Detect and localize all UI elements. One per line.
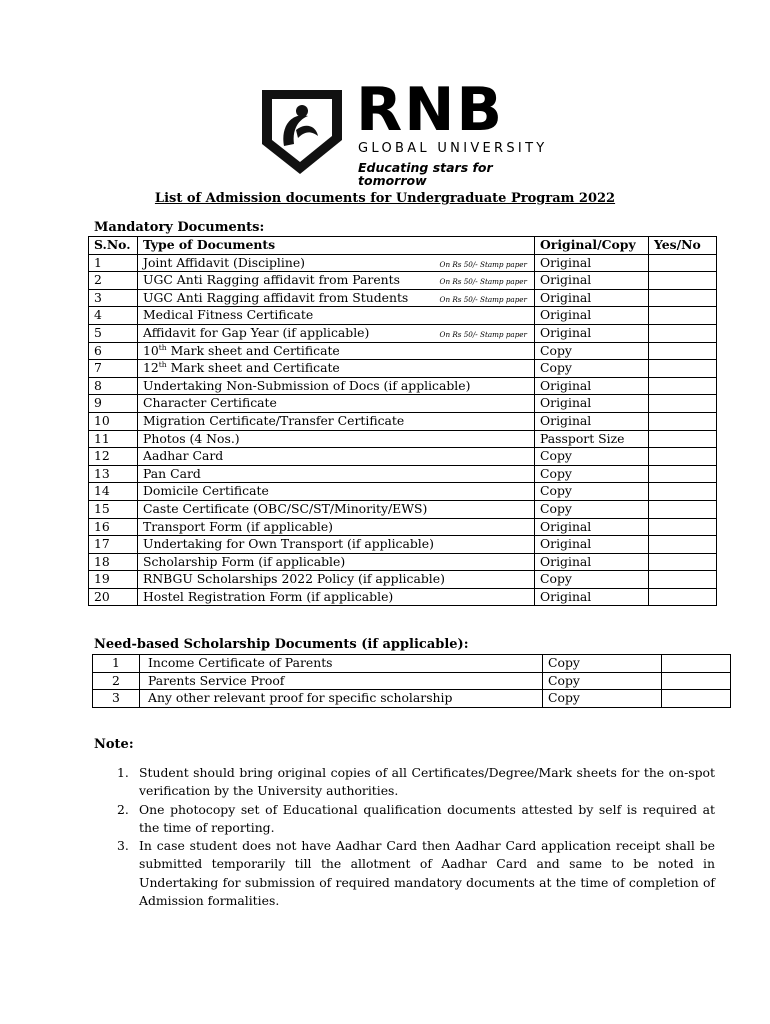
- table-row: [89, 571, 717, 589]
- yes-no-cell: [649, 571, 717, 589]
- original-copy-cell: Original: [535, 272, 649, 290]
- logo-subtitle: GLOBAL UNIVERSITY: [358, 141, 548, 156]
- note-text: In case student does not have Aadhar Card then Aadhar Card application receipt shall be submitted temporarily till the allotment of Aadhar Card and same to be noted in Undertaking for submission of required mandatory documents at the time of completion of Admission formalities.: [139, 838, 715, 909]
- yes-no-cell: [649, 448, 717, 466]
- document-cell: [138, 395, 535, 413]
- table-row: [89, 448, 717, 466]
- yes-no-cell: [649, 518, 717, 536]
- document-name: Hostel Registration Form (if applicable): [143, 588, 394, 604]
- document-cell: [138, 412, 535, 430]
- scholarship-table-body: [93, 655, 731, 708]
- original-copy-cell: Original: [535, 412, 649, 430]
- table-row: [89, 483, 717, 501]
- original-copy-cell: Copy: [535, 342, 649, 360]
- sno-cell: 16: [89, 518, 138, 536]
- sno-cell: 13: [89, 465, 138, 483]
- table-row: [89, 342, 717, 360]
- table-row: [93, 672, 731, 690]
- document-cell: [138, 588, 535, 606]
- yes-no-cell: [649, 342, 717, 360]
- note-text: One photocopy set of Educational qualification documents attested by self is required at the time of reporting.: [139, 801, 715, 835]
- header-original-copy: Original/Copy: [535, 237, 649, 255]
- document-cell: [138, 342, 535, 360]
- document-cell: Income Certificate of Parents: [140, 655, 543, 673]
- original-copy-cell: Original: [535, 536, 649, 554]
- table-row: [89, 324, 717, 342]
- table-row: [89, 395, 717, 413]
- document-name: Mark sheet and Certificate: [166, 360, 340, 376]
- table-row: [89, 360, 717, 378]
- table-row: [89, 430, 717, 448]
- sno-cell: 14: [89, 483, 138, 501]
- document-name: RNBGU Scholarships 2022 Policy (if applicable): [143, 571, 445, 587]
- sno-cell: 1: [93, 655, 140, 673]
- document-cell: Parents Service Proof: [140, 672, 543, 690]
- stamp-paper-note: On Rs 50/- Stamp paper: [439, 259, 527, 269]
- yes-no-cell: [649, 412, 717, 430]
- document-cell: [138, 536, 535, 554]
- document-superscript: th: [158, 342, 167, 352]
- original-copy-cell: Copy: [543, 655, 662, 673]
- sno-cell: 9: [89, 395, 138, 413]
- note-number: 1.: [117, 765, 129, 780]
- sno-cell: 19: [89, 571, 138, 589]
- original-copy-cell: Copy: [535, 448, 649, 466]
- original-copy-cell: Original: [535, 324, 649, 342]
- logo-tagline: Educating stars for tomorrow: [358, 160, 493, 188]
- sno-cell: 18: [89, 553, 138, 571]
- mandatory-heading: Mandatory Documents:: [94, 220, 265, 235]
- sno-cell: 2: [89, 272, 138, 290]
- table-row: [89, 500, 717, 518]
- yes-no-cell: [649, 360, 717, 378]
- yes-no-cell: [649, 465, 717, 483]
- header-yes-no: Yes/No: [649, 237, 717, 255]
- document-name: Mark sheet and Certificate: [166, 342, 340, 358]
- sno-cell: 6: [89, 342, 138, 360]
- sno-cell: 10: [89, 412, 138, 430]
- yes-no-cell: [662, 690, 731, 708]
- table-row: [93, 690, 731, 708]
- yes-no-cell: [649, 289, 717, 307]
- yes-no-cell: [649, 395, 717, 413]
- document-cell: [138, 324, 535, 342]
- note-number: 2.: [117, 801, 129, 817]
- document-cell: [138, 430, 535, 448]
- yes-no-cell: [662, 672, 731, 690]
- table-row: [89, 307, 717, 325]
- sno-cell: 20: [89, 588, 138, 606]
- original-copy-cell: Original: [535, 588, 649, 606]
- mandatory-documents-table: [88, 236, 717, 606]
- document-superscript: th: [158, 360, 167, 370]
- logo-name: RNB: [356, 75, 505, 145]
- original-copy-cell: Copy: [543, 690, 662, 708]
- table-row: [89, 465, 717, 483]
- yes-no-cell: [649, 430, 717, 448]
- document-cell: [138, 377, 535, 395]
- document-cell: [138, 272, 535, 290]
- sno-cell: 5: [89, 324, 138, 342]
- sno-cell: 2: [93, 672, 140, 690]
- document-cell: [138, 553, 535, 571]
- original-copy-cell: Passport Size: [535, 430, 649, 448]
- original-copy-cell: Original: [535, 307, 649, 325]
- document-name: Aadhar Card: [143, 448, 224, 464]
- original-copy-cell: Copy: [535, 360, 649, 378]
- original-copy-cell: Original: [535, 553, 649, 571]
- yes-no-cell: [649, 272, 717, 290]
- document-cell: [138, 289, 535, 307]
- original-copy-cell: Original: [535, 254, 649, 272]
- document-cell: [138, 518, 535, 536]
- yes-no-cell: [649, 588, 717, 606]
- document-cell: [138, 571, 535, 589]
- university-logo: [250, 75, 560, 188]
- table-row: [89, 536, 717, 554]
- note-item: [117, 764, 715, 801]
- scholarship-heading: Need-based Scholarship Documents (if applicable):: [94, 637, 469, 652]
- original-copy-cell: Original: [535, 518, 649, 536]
- scholarship-documents-table: [92, 654, 731, 708]
- document-prefix: 10: [143, 342, 159, 358]
- document-prefix: 12: [143, 360, 159, 376]
- document-name: Character Certificate: [143, 395, 277, 411]
- note-text: Student should bring original copies of all Certificates/Degree/Mark sheets for the on-spot verification by the University authorities.: [139, 765, 715, 799]
- original-copy-cell: Original: [535, 289, 649, 307]
- sno-cell: 17: [89, 536, 138, 554]
- table-row: [93, 655, 731, 673]
- document-name: UGC Anti Ragging affidavit from Students: [143, 289, 409, 305]
- sno-cell: 3: [89, 289, 138, 307]
- yes-no-cell: [649, 553, 717, 571]
- document-title: List of Admission documents for Undergraduate Program 2022: [154, 191, 616, 206]
- document-name: Domicile Certificate: [143, 483, 269, 499]
- document-cell: Any other relevant proof for specific scholarship: [140, 690, 543, 708]
- document-name: Scholarship Form (if applicable): [143, 553, 346, 569]
- document-name: Transport Form (if applicable): [143, 518, 334, 534]
- sno-cell: 11: [89, 430, 138, 448]
- sno-cell: 4: [89, 307, 138, 325]
- mandatory-table-body: [89, 254, 717, 606]
- sno-cell: 8: [89, 377, 138, 395]
- header-sno: S.No.: [89, 237, 138, 255]
- table-row: [89, 553, 717, 571]
- rnb-emblem-icon: [250, 86, 350, 178]
- sno-cell: 12: [89, 448, 138, 466]
- document-cell: [138, 500, 535, 518]
- yes-no-cell: [662, 655, 731, 673]
- sno-cell: 3: [93, 690, 140, 708]
- original-copy-cell: Original: [535, 377, 649, 395]
- header-type: Type of Documents: [138, 237, 535, 255]
- table-row: [89, 272, 717, 290]
- table-header-row: [89, 237, 717, 255]
- table-row: [89, 412, 717, 430]
- original-copy-cell: Copy: [535, 500, 649, 518]
- document-name: Undertaking for Own Transport (if applicable): [143, 536, 434, 552]
- original-copy-cell: Copy: [535, 465, 649, 483]
- sno-cell: 7: [89, 360, 138, 378]
- document-name: Joint Affidavit (Discipline): [143, 254, 305, 270]
- table-row: [89, 254, 717, 272]
- document-name: Medical Fitness Certificate: [143, 307, 314, 323]
- document-cell: [138, 360, 535, 378]
- yes-no-cell: [649, 324, 717, 342]
- yes-no-cell: [649, 536, 717, 554]
- document-name: Undertaking Non-Submission of Docs (if applicable): [143, 377, 471, 393]
- note-item: [117, 837, 715, 910]
- yes-no-cell: [649, 377, 717, 395]
- document-cell: [138, 448, 535, 466]
- stamp-paper-note: On Rs 50/- Stamp paper: [439, 329, 527, 339]
- notes-heading: Note:: [94, 737, 134, 752]
- document-cell: [138, 254, 535, 272]
- yes-no-cell: [649, 254, 717, 272]
- original-copy-cell: Copy: [543, 672, 662, 690]
- document-name: Migration Certificate/Transfer Certificate: [143, 412, 405, 428]
- document-name: UGC Anti Ragging affidavit from Parents: [143, 272, 400, 288]
- document-cell: [138, 465, 535, 483]
- original-copy-cell: Copy: [535, 571, 649, 589]
- stamp-paper-note: On Rs 50/- Stamp paper: [439, 277, 527, 287]
- table-row: [89, 289, 717, 307]
- document-name: Affidavit for Gap Year (if applicable): [143, 324, 370, 340]
- notes-list: [117, 764, 715, 910]
- document-cell: [138, 307, 535, 325]
- stamp-paper-note: On Rs 50/- Stamp paper: [439, 294, 527, 304]
- document-cell: [138, 483, 535, 501]
- sno-cell: 1: [89, 254, 138, 272]
- document-name: Caste Certificate (OBC/SC/ST/Minority/EWS): [143, 500, 428, 516]
- yes-no-cell: [649, 500, 717, 518]
- yes-no-cell: [649, 483, 717, 501]
- original-copy-cell: Copy: [535, 483, 649, 501]
- original-copy-cell: Original: [535, 395, 649, 413]
- sno-cell: 15: [89, 500, 138, 518]
- note-number: 3.: [117, 838, 129, 854]
- document-name: Photos (4 Nos.): [143, 430, 240, 446]
- table-row: [89, 518, 717, 536]
- document-name: Pan Card: [143, 465, 201, 481]
- yes-no-cell: [649, 307, 717, 325]
- table-row: [89, 377, 717, 395]
- table-row: [89, 588, 717, 606]
- note-item: [117, 801, 715, 838]
